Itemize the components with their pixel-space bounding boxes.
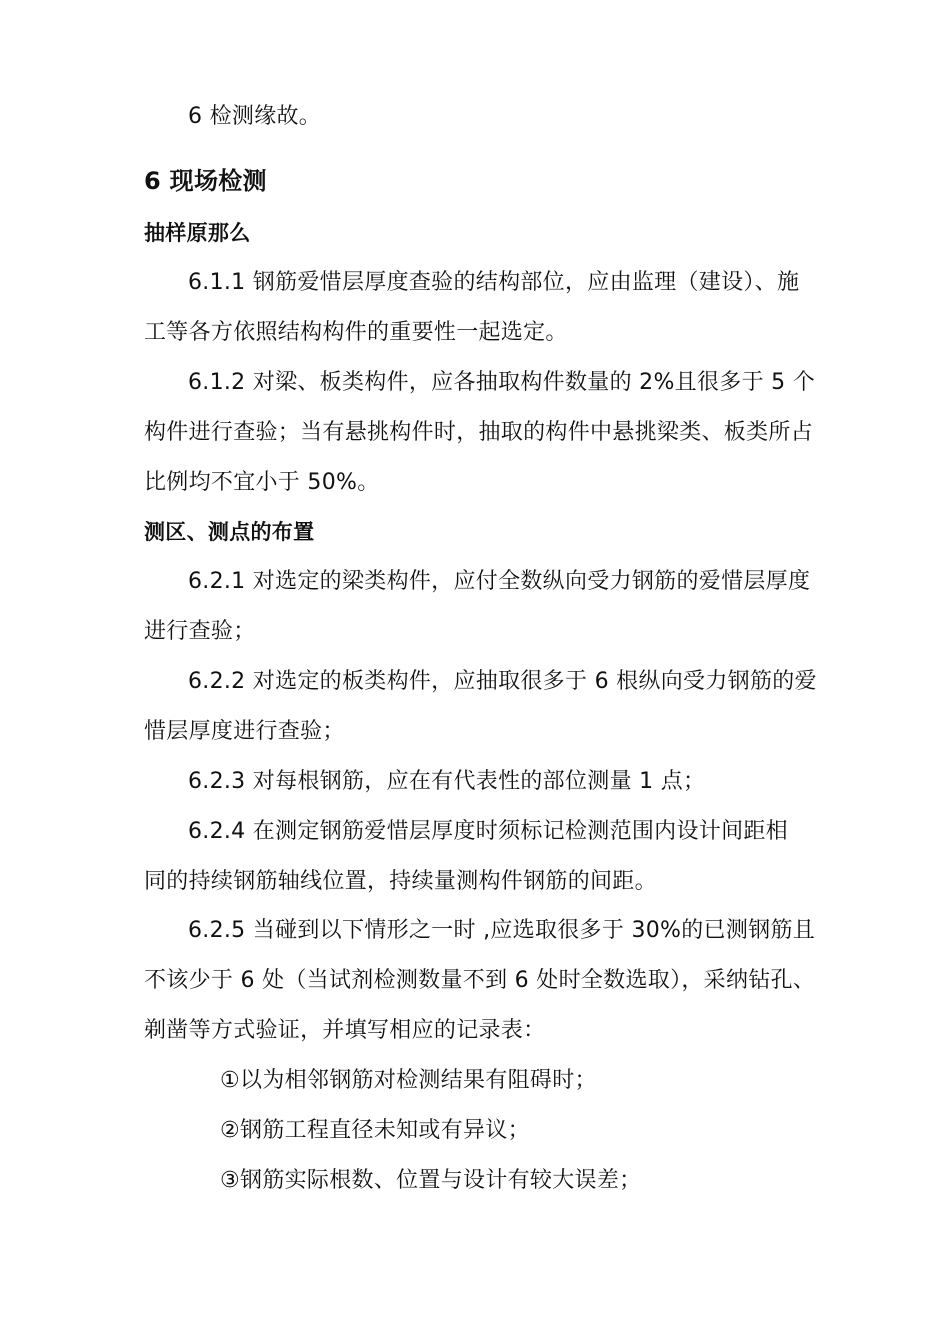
paragraph-line: 6.1.2 对梁、板类构件，应各抽取构件数量的 2%且很多于 5 个 <box>188 370 816 395</box>
section-heading: 6 现场检测 <box>144 167 267 195</box>
paragraph-line: 比例均不宜小于 50%。 <box>144 470 380 495</box>
paragraph-line: 6.2.1 对选定的梁类构件，应付全数纵向受力钢筋的爱惜层厚度 <box>188 569 811 594</box>
paragraph-line: 6.2.5 当碰到以下情形之一时 ,应选取很多于 30%的已测钢筋且 <box>188 918 816 943</box>
subsection-heading: 抽样原那么 <box>144 221 251 245</box>
paragraph-line: 6.2.2 对选定的板类构件，应抽取很多于 6 根纵向受力钢筋的爱 <box>188 669 817 694</box>
paragraph-line: 不该少于 6 处（当试剂检测数量不到 6 处时全数选取），采纳钻孔、 <box>144 968 816 993</box>
subsection-heading: 测区、测点的布置 <box>144 520 315 544</box>
list-item: ③钢筋实际根数、位置与设计有较大误差； <box>220 1168 642 1193</box>
list-item: ②钢筋工程直径未知或有异议； <box>220 1118 530 1143</box>
paragraph-line: 构件进行查验；当有悬挑构件时，抽取的构件中悬挑梁类、板类所占 <box>144 420 814 445</box>
paragraph-line: 惜层厚度进行查验； <box>144 719 345 744</box>
paragraph-line: 6.2.4 在测定钢筋爱惜层厚度时须标记检测范围内设计间距相 <box>188 819 788 844</box>
paragraph-line: 进行查验； <box>144 619 256 644</box>
paragraph-line: 6.1.1 钢筋爱惜层厚度查验的结构部位，应由监理（建设）、施 <box>188 270 800 295</box>
paragraph-line: 剃凿等方式验证，并填写相应的记录表： <box>144 1018 546 1043</box>
paragraph-line: 6.2.3 对每根钢筋，应在有代表性的部位测量 1 点； <box>188 769 706 794</box>
paragraph-line: 同的持续钢筋轴线位置，持续量测构件钢筋的间距。 <box>144 869 657 894</box>
paragraph-line: 工等各方依照结构构件的重要性一起选定。 <box>144 320 568 345</box>
paragraph-line: 6 检测缘故。 <box>188 104 322 129</box>
list-item: ①以为相邻钢筋对检测结果有阻碍时； <box>220 1068 597 1093</box>
